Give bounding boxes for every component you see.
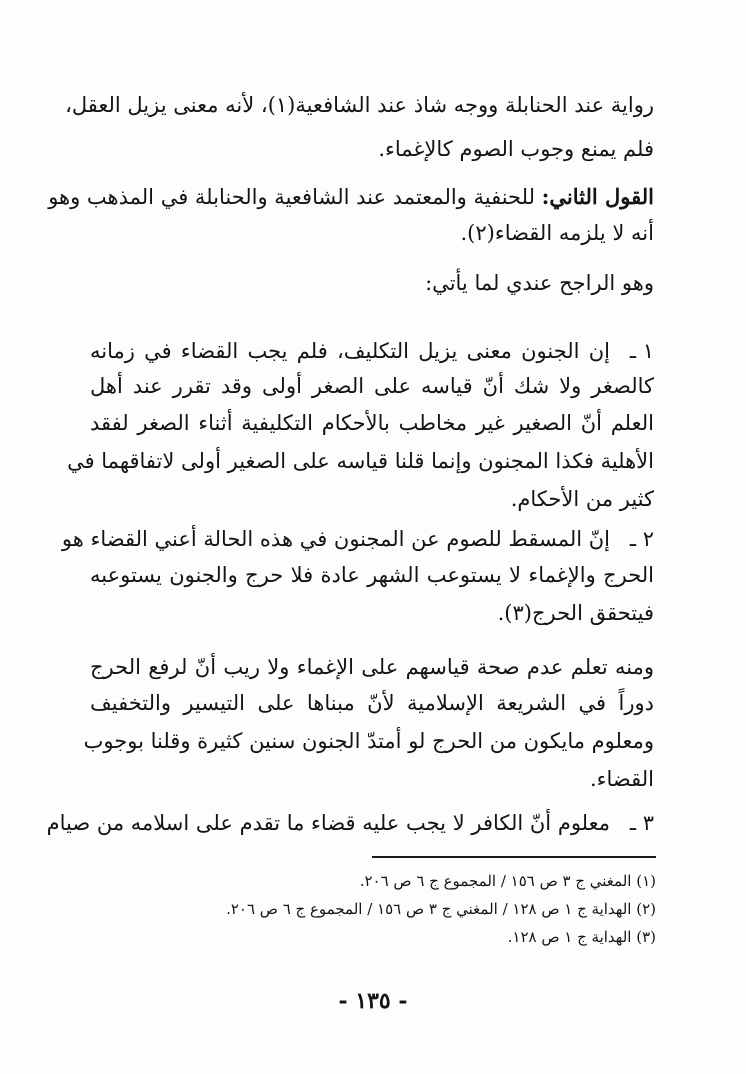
text-line: أنه لا يلزمه القضاء(٢). bbox=[460, 221, 654, 245]
item-number: ٢ ـ bbox=[629, 527, 654, 551]
item-number: ١ ـ bbox=[629, 339, 654, 363]
footnote: (٣) الهداية ج ١ ص ١٢٨. bbox=[507, 928, 656, 946]
text-line: ومنه تعلم عدم صحة قياسهم على الإغماء ولا ريب أنّ لرفع الحرج bbox=[90, 655, 654, 679]
text-line: الحرج والإغماء لا يستوعب الشهر عادة فلا حرج والجنون يستوعبه bbox=[90, 563, 654, 587]
text-line: الأهلية فكذا المجنون وإنما قلنا قياسه على الصغير أولى لاتفاقهما في bbox=[67, 449, 654, 473]
second-opinion-line bbox=[48, 182, 654, 214]
text-line: وهو الراجح عندي لما يأتي: bbox=[425, 271, 654, 295]
second-opinion-text: للحنفية والمعتمد عند الشافعية والحنابلة في المذهب وهو bbox=[48, 185, 535, 209]
text-line: ومعلوم مايكون من الحرج لو أمتدّ الجنون سنين كثيرة وقلنا بوجوب bbox=[83, 729, 654, 753]
text-line: دوراً في الشريعة الإسلامية لأنّ مبناها على التيسير والتخفيف bbox=[90, 691, 654, 715]
second-opinion-label: القول الثاني: bbox=[541, 184, 654, 209]
text-line: معلوم أنّ الكافر لا يجب عليه قضاء ما تقدم على اسلامه من صيام bbox=[46, 811, 610, 835]
text-line: القضاء. bbox=[589, 767, 654, 791]
text-line: كثير من الأحكام. bbox=[510, 487, 654, 511]
text-line: فلم يمنع وجوب الصوم كالإغماء. bbox=[378, 137, 654, 161]
footnote: (٢) الهداية ج ١ ص ١٢٨ / المغني ج ٣ ص ١٥٦ / المجموع ج ٦ ص ٢٠٦. bbox=[226, 900, 656, 918]
text-line: كالصغر ولا شك أنّ قياسه على الصغر أولى وقد تقرر عند أهل bbox=[90, 374, 654, 398]
text-line: إن الجنون معنى يزيل التكليف، فلم يجب القضاء في زمانه bbox=[90, 339, 610, 363]
footnote-separator bbox=[372, 856, 656, 858]
footnote: (١) المغني ج ٣ ص ١٥٦ / المجموع ج ٦ ص ٢٠٦. bbox=[359, 872, 656, 890]
text-line: رواية عند الحنابلة ووجه شاذ عند الشافعية(١)، لأنه معنى يزيل العقل، bbox=[65, 93, 654, 117]
text-line: إنّ المسقط للصوم عن المجنون في هذه الحالة أعني القضاء هو bbox=[61, 527, 610, 551]
item-number: ٣ ـ bbox=[629, 811, 654, 835]
text-line: فيتحقق الحرج(٣). bbox=[497, 601, 654, 625]
text-line: العلم أنّ الصغير غير مخاطب بالأحكام التكليفية أثناء الصغر لفقد bbox=[90, 411, 654, 435]
page-number: - ١٣٥ - bbox=[338, 988, 408, 1014]
